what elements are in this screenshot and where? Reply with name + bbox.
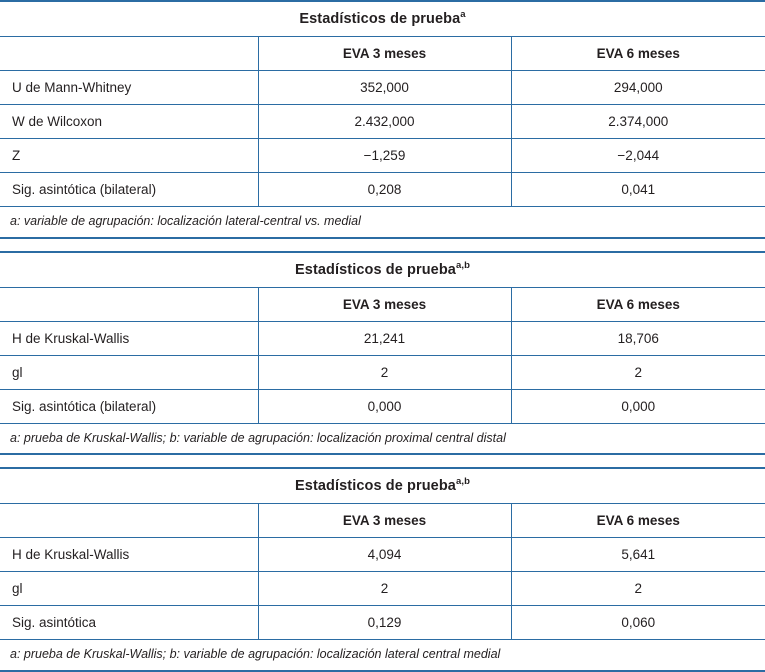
table-title-row	[0, 1, 765, 37]
column-header-blank	[0, 287, 258, 321]
table-header-row	[0, 287, 765, 321]
table-row	[0, 71, 765, 105]
table-title-row	[0, 468, 765, 504]
stat-table-block-1	[0, 0, 765, 239]
table-row	[0, 321, 765, 355]
table-note: a: variable de agrupación: localización lateral-central vs. medial	[0, 207, 765, 238]
column-header-eva3: EVA 3 meses	[258, 504, 511, 538]
table-note-row	[0, 640, 765, 671]
row-label: W de Wilcoxon	[0, 105, 258, 139]
cell-value: 0,000	[258, 389, 511, 423]
stat-table-1	[0, 0, 765, 239]
column-header-eva6: EVA 6 meses	[511, 37, 765, 71]
column-header-blank	[0, 504, 258, 538]
column-header-eva3: EVA 3 meses	[258, 37, 511, 71]
row-label: gl	[0, 572, 258, 606]
block-spacer	[0, 455, 765, 467]
column-header-eva6: EVA 6 meses	[511, 287, 765, 321]
table-title-text: Estadísticos de prueba	[295, 478, 456, 495]
table-header-row	[0, 504, 765, 538]
stat-table-2	[0, 251, 765, 456]
row-label: U de Mann-Whitney	[0, 71, 258, 105]
cell-value: 2.432,000	[258, 105, 511, 139]
table-note-row	[0, 423, 765, 454]
cell-value: −2,044	[511, 139, 765, 173]
table-header-row	[0, 37, 765, 71]
row-label: gl	[0, 355, 258, 389]
cell-value: 21,241	[258, 321, 511, 355]
cell-value: 4,094	[258, 538, 511, 572]
table-title-text: Estadísticos de prueba	[295, 261, 456, 278]
table-title	[0, 1, 765, 37]
block-spacer	[0, 239, 765, 251]
row-label: Sig. asintótica (bilateral)	[0, 173, 258, 207]
row-label: H de Kruskal-Wallis	[0, 538, 258, 572]
row-label: Z	[0, 139, 258, 173]
column-header-blank	[0, 37, 258, 71]
table-title	[0, 468, 765, 504]
table-row	[0, 173, 765, 207]
row-label: Sig. asintótica (bilateral)	[0, 389, 258, 423]
table-row	[0, 389, 765, 423]
table-row	[0, 572, 765, 606]
cell-value: 2	[511, 355, 765, 389]
cell-value: 0,060	[511, 606, 765, 640]
cell-value: 2	[258, 572, 511, 606]
table-title-superscript: a,b	[455, 259, 470, 271]
table-title	[0, 252, 765, 288]
table-row	[0, 606, 765, 640]
table-row	[0, 355, 765, 389]
cell-value: 294,000	[511, 71, 765, 105]
column-header-eva3: EVA 3 meses	[258, 287, 511, 321]
cell-value: −1,259	[258, 139, 511, 173]
cell-value: 352,000	[258, 71, 511, 105]
table-title-row	[0, 252, 765, 288]
table-row	[0, 105, 765, 139]
table-row	[0, 538, 765, 572]
cell-value: 2	[511, 572, 765, 606]
cell-value: 2	[258, 355, 511, 389]
stat-table-block-3	[0, 467, 765, 672]
table-title-text: Estadísticos de prueba	[299, 11, 461, 27]
cell-value: 18,706	[511, 321, 765, 355]
cell-value: 0,129	[258, 606, 511, 640]
row-label: H de Kruskal-Wallis	[0, 321, 258, 355]
cell-value: 0,208	[258, 173, 511, 207]
cell-value: 0,041	[511, 173, 765, 207]
table-note-row	[0, 207, 765, 238]
stat-table-block-2	[0, 251, 765, 456]
cell-value: 5,641	[511, 538, 765, 572]
stat-table-3	[0, 467, 765, 672]
cell-value: 2.374,000	[511, 105, 765, 139]
column-header-eva6: EVA 6 meses	[511, 504, 765, 538]
row-label: Sig. asintótica	[0, 606, 258, 640]
table-note: a: prueba de Kruskal-Wallis; b: variable de agrupación: localización proximal central distal	[0, 423, 765, 454]
cell-value: 0,000	[511, 389, 765, 423]
table-title-superscript: a,b	[455, 476, 470, 488]
table-row	[0, 139, 765, 173]
table-note: a: prueba de Kruskal-Wallis; b: variable de agrupación: localización lateral central medial	[0, 640, 765, 671]
table-title-superscript: a	[460, 9, 466, 21]
